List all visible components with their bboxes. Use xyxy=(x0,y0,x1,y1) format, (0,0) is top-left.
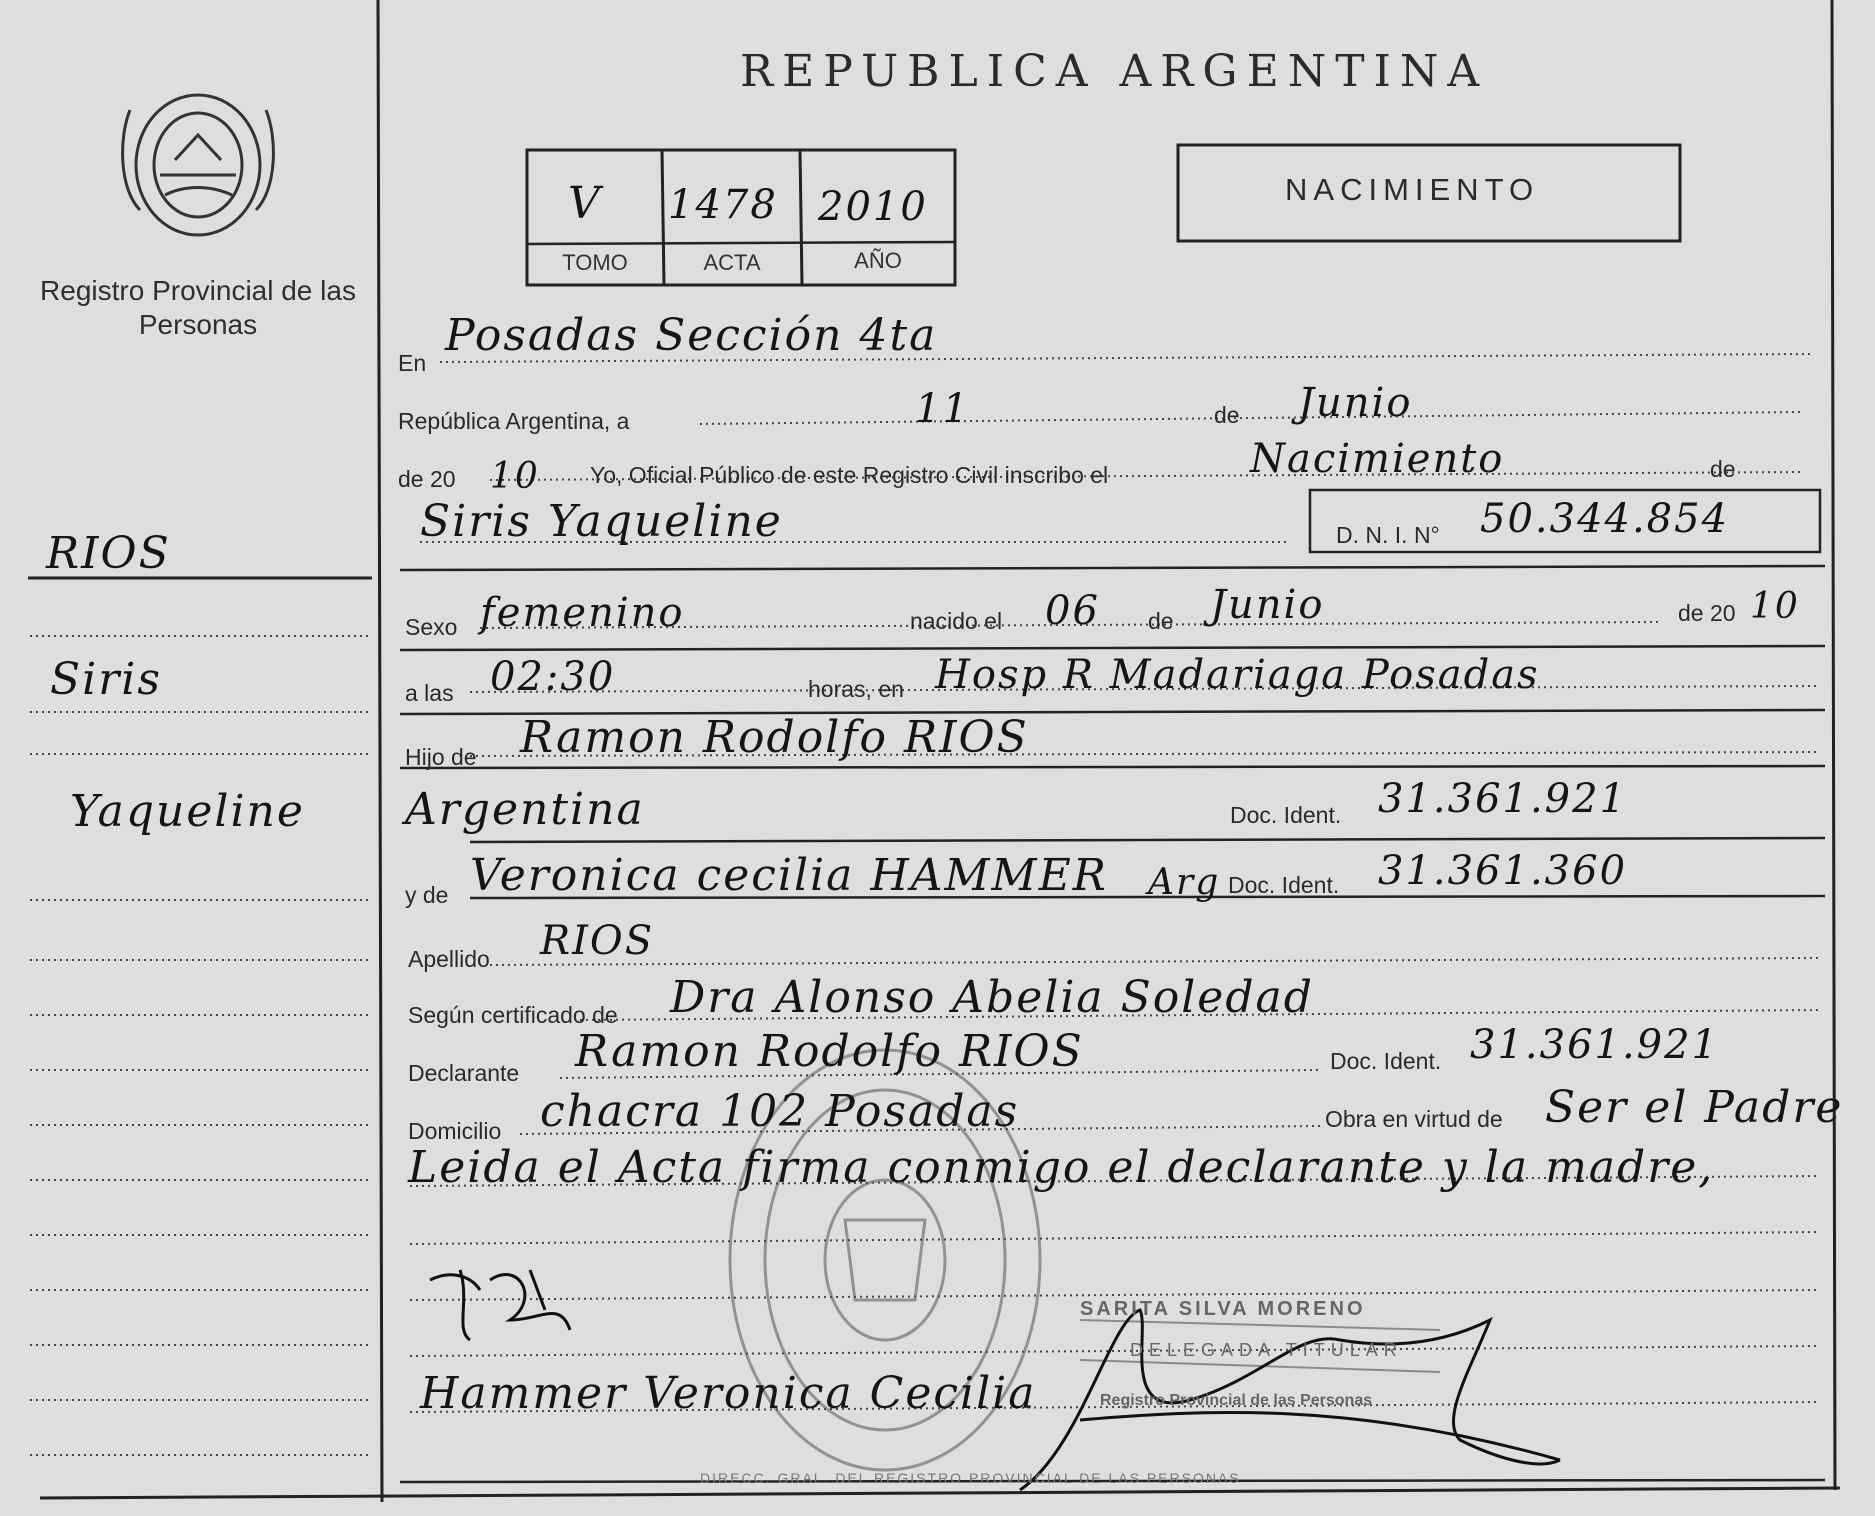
declarante-label: Declarante xyxy=(408,1060,520,1086)
doc-ident-label-3: Doc. Ident. xyxy=(1330,1048,1442,1074)
en-label: En xyxy=(398,350,427,376)
mother-name: Veronica cecilia HAMMER xyxy=(470,850,1108,901)
country-title: REPUBLICA ARGENTINA xyxy=(740,46,1489,97)
birth-day: 06 xyxy=(1045,588,1100,634)
declarante-value: Ramon Rodolfo RIOS xyxy=(575,1026,1084,1077)
inscription-type: Nacimiento xyxy=(1250,436,1505,482)
tomo-label: TOMO xyxy=(562,250,628,275)
certificado-value: Dra Alonso Abelia Soledad xyxy=(670,972,1314,1023)
anio-value: 2010 xyxy=(818,184,928,230)
apellido-label: Apellido xyxy=(408,946,490,972)
apellido-value: RIOS xyxy=(540,918,655,964)
mother-signature: Hammer Veronica Cecilia xyxy=(420,1368,1037,1419)
sexo-label: Sexo xyxy=(405,614,458,640)
de-label-3: de xyxy=(1148,608,1174,634)
nacido-label: nacido el xyxy=(910,608,1003,634)
y-de-label: y de xyxy=(405,882,449,908)
sexo-value: femenino xyxy=(480,590,685,636)
declarante-doc: 31.361.921 xyxy=(1470,1022,1720,1068)
acta-value: 1478 xyxy=(668,182,778,228)
month-value: Junio xyxy=(1298,380,1413,426)
oficial-text: Yo, Oficial Público de este Registro Civil inscribo el xyxy=(590,462,1109,488)
domicilio-label: Domicilio xyxy=(408,1118,502,1144)
margin-first-name: Siris xyxy=(50,654,162,705)
child-name: Siris Yaqueline xyxy=(420,496,783,547)
doc-ident-label: Doc. Ident. xyxy=(1230,802,1342,828)
father-doc: 31.361.921 xyxy=(1378,776,1628,822)
round-seal-text: DIRECC. GRAL. DEL REGISTRO PROVINCIAL DE LAS PERSONAS xyxy=(700,1470,1241,1486)
father-nationality: Argentina xyxy=(405,784,645,835)
birth-month: Junio xyxy=(1210,582,1325,628)
certificado-label: Según certificado de xyxy=(408,1002,618,1028)
closing-text: Leida el Acta firma conmigo el declarante y la madre, xyxy=(408,1142,1715,1193)
domicilio-value: chacra 102 Posadas xyxy=(540,1086,1020,1137)
tomo-value: V xyxy=(568,178,602,229)
birth-time: 02:30 xyxy=(490,654,616,700)
year-suffix: 10 xyxy=(490,456,540,497)
official-stamp-name: SARITA SILVA MORENO xyxy=(1080,1298,1366,1320)
birth-year-suffix: 10 xyxy=(1750,586,1800,627)
anio-label: AÑO xyxy=(854,248,902,273)
doc-ident-label-2: Doc. Ident. xyxy=(1228,872,1340,898)
acta-label: ACTA xyxy=(703,250,761,275)
hijo-label: Hijo de xyxy=(405,744,477,770)
dni-value: 50.344.854 xyxy=(1480,496,1730,542)
day-value: 11 xyxy=(915,386,970,432)
mother-doc: 31.361.360 xyxy=(1378,848,1628,894)
mother-nationality: Arg xyxy=(1148,862,1221,903)
birth-year-label: de 20 xyxy=(1678,600,1736,626)
obra-label: Obra en virtud de xyxy=(1325,1106,1503,1132)
obra-value: Ser el Padre xyxy=(1545,1082,1844,1133)
coat-of-arms-icon xyxy=(123,95,274,235)
a-las-label: a las xyxy=(405,680,454,706)
father-name: Ramon Rodolfo RIOS xyxy=(520,712,1029,763)
horas-label: horas, en xyxy=(808,676,904,702)
registry-name: Registro Provincial de las Personas xyxy=(40,275,356,340)
margin-surname: RIOS xyxy=(46,528,171,579)
margin-second-name: Yaqueline xyxy=(70,786,305,837)
year-prefix: de 20 xyxy=(398,466,456,492)
republica-label: República Argentina, a xyxy=(398,408,630,434)
act-type-heading: NACIMIENTO xyxy=(1285,172,1540,207)
dni-label: D. N. I. N° xyxy=(1336,522,1440,548)
initials-signature-icon xyxy=(430,1270,570,1340)
birth-place: Hosp R Madariaga Posadas xyxy=(935,652,1540,698)
official-stamp-registry: Registro Provincial de las Personas xyxy=(1100,1392,1373,1409)
place-value: Posadas Sección 4ta xyxy=(445,310,938,361)
official-stamp-title: DELEGADA TITULAR xyxy=(1130,1340,1403,1360)
de-label-2: de xyxy=(1710,456,1736,482)
de-label: de xyxy=(1214,402,1240,428)
